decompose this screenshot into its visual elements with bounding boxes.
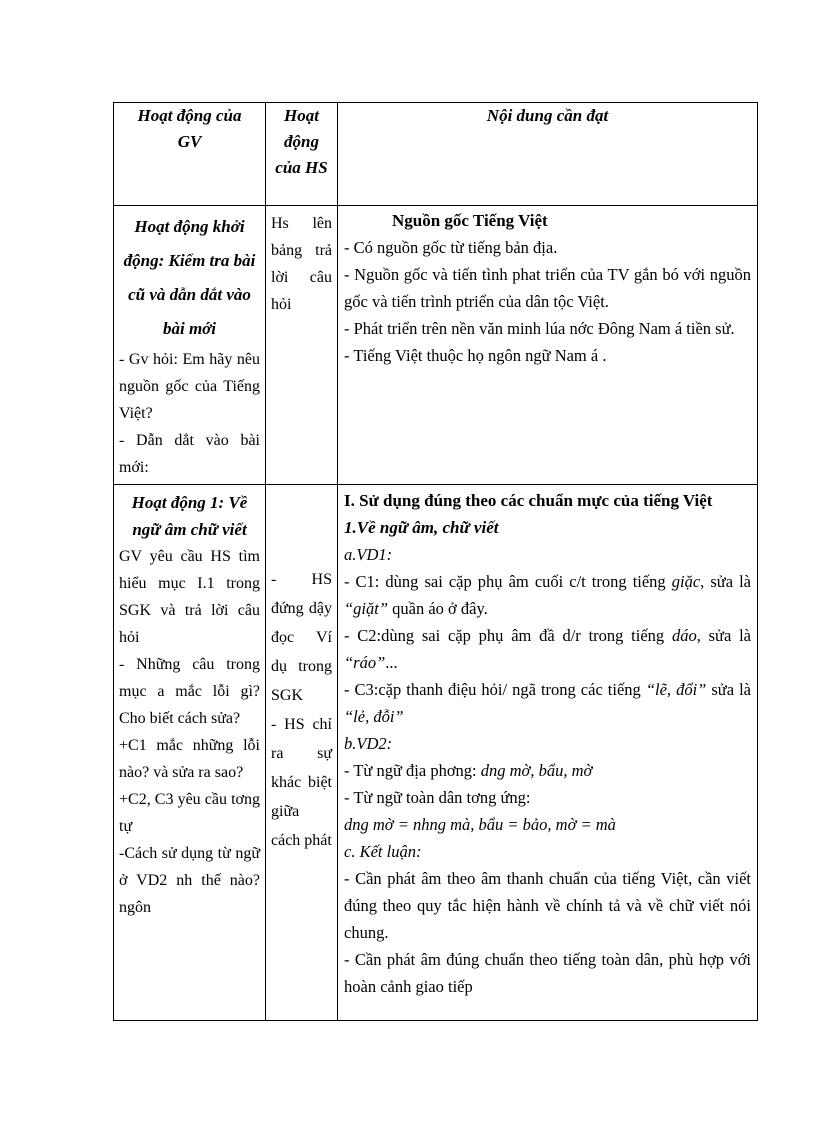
c1-fixed-word: “giặt”	[344, 599, 389, 618]
lesson-plan-table	[113, 102, 758, 1021]
equivalence-line: dng mờ = nhng mà, bẩu = bảo, mờ = mà	[344, 815, 616, 834]
c2-line	[344, 622, 751, 676]
warmup-hs-text: Hs lên bảng trả lời câu hỏi	[271, 215, 332, 313]
vd1-label: a.VD1:	[344, 545, 393, 564]
warmup-gv-line-1: - Gv hỏi: Em hãy nêu nguồn gốc của Tiếng Việt?	[119, 351, 260, 422]
c1-wrong-word: giặc	[671, 572, 701, 591]
activity-1-gv-line-4: +C2, C3 yêu cầu tơng tự	[119, 791, 260, 835]
activity-1-title: Hoạt động 1: Về ngữ âm chữ viết	[131, 493, 248, 539]
header-cell-hs	[266, 103, 338, 206]
c2-wrong-word: dáo	[671, 626, 697, 645]
table-header-row	[114, 103, 758, 206]
origin-line-1: - Có nguồn gốc từ tiếng bản địa.	[344, 238, 558, 257]
activity-1-gv-line-1: GV yêu cầu HS tìm hiểu mục I.1 trong SGK và trả lời câu hỏi	[119, 548, 260, 646]
c3-mid-text: sửa là	[706, 680, 751, 699]
c1-text: - C1: dùng sai cặp phụ âm cuối c/t trong tiếng	[344, 572, 672, 591]
origin-line-2: - Nguồn gốc và tiến tình phat triển của TV gắn bó với nguồn gốc và tiến trình ptriển của dân tộc Việt.	[344, 265, 751, 311]
header-cell-content	[338, 103, 758, 206]
c2-text: - C2:dùng sai cặp phụ âm đầ d/r trong tiếng	[344, 626, 672, 645]
c3-line	[344, 676, 751, 730]
c3-wrong-word: “lẽ, đổi”	[645, 680, 707, 699]
origin-line-4: - Tiếng Việt thuộc họ ngôn ngữ Nam á .	[344, 346, 607, 365]
c2-fixed-word: “ráo”	[344, 653, 386, 672]
conclusion-label: c. Kết luận:	[344, 842, 422, 861]
cell-hs-activity-1	[266, 485, 338, 1021]
cell-content-activity-1	[338, 485, 758, 1021]
header-hs-label: Hoạt động của HS	[275, 106, 328, 177]
header-gv-label: Hoạt động của GV	[137, 106, 242, 151]
local-words-label: - Từ ngữ địa phơng:	[344, 761, 481, 780]
warmup-gv-line-2: - Dẫn dắt vào bài mới:	[119, 432, 260, 476]
conclusion-line-1: - Cần phát âm theo âm thanh chuẩn của tiếng Việt, cần viết đúng theo quy tắc hiện hành về chính tả và về chữ viết nói chung.	[344, 869, 751, 942]
c3-text: - C3:cặp thanh điệu hỏi/ ngã trong các tiếng	[344, 680, 646, 699]
header-cell-gv	[114, 103, 266, 206]
c2-post-text: ...	[385, 653, 398, 672]
section-title: I. Sử dụng đúng theo các chuẩn mực của tiếng Việt	[344, 491, 713, 510]
local-words: dng mờ, bẩu, mờ	[480, 761, 593, 780]
header-content-label: Nội dung cần đạt	[486, 106, 609, 125]
conclusion-line-2: - Cần phát âm đúng chuẩn theo tiếng toàn dân, phù hợp với hoàn cảnh giao tiếp	[344, 950, 751, 996]
origin-line-3: - Phát triển trên nền văn minh lúa nớc Đông Nam á tiền sử.	[344, 319, 735, 338]
origin-title: Nguồn gốc Tiếng Việt	[392, 211, 548, 230]
cell-hs-warmup	[266, 206, 338, 485]
activity-1-gv-line-2: - Những câu trong mục a mắc lỗi gì? Cho biết cách sửa?	[119, 656, 260, 727]
activity-1-hs-line-2: - HS chỉ ra sự khác biệt giữa cách phát	[271, 716, 332, 849]
subsection-title: 1.Về ngữ âm, chữ viết	[344, 518, 499, 537]
cell-gv-warmup	[114, 206, 266, 485]
vd2-label: b.VD2:	[344, 734, 393, 753]
table-row-warmup	[114, 206, 758, 485]
local-words-line	[344, 757, 751, 784]
cell-gv-activity-1	[114, 485, 266, 1021]
c1-mid-text: , sửa là	[700, 572, 751, 591]
c1-post-text: quần áo ở đây.	[388, 599, 488, 618]
c3-fixed-word: “lẻ, đỗi”	[344, 707, 404, 726]
table-row-activity-1	[114, 485, 758, 1021]
national-words-line: - Từ ngữ toàn dân tơng ứng:	[344, 788, 531, 807]
warmup-activity-title: Hoạt động khởi động: Kiểm tra bài cũ và dẫn dắt vào bài mới	[123, 217, 256, 338]
activity-1-gv-line-5: -Cách sử dụng từ ngữ ở VD2 nh thế nào? ngôn	[119, 845, 260, 916]
cell-content-warmup	[338, 206, 758, 485]
activity-1-hs-line-1: - HS đứng dậy đọc Ví dụ trong SGK	[271, 571, 332, 704]
activity-1-gv-line-3: +C1 mắc những lỗi nào? và sửa ra sao?	[119, 737, 260, 781]
c1-line	[344, 568, 751, 622]
c2-mid-text: , sửa là	[696, 626, 751, 645]
